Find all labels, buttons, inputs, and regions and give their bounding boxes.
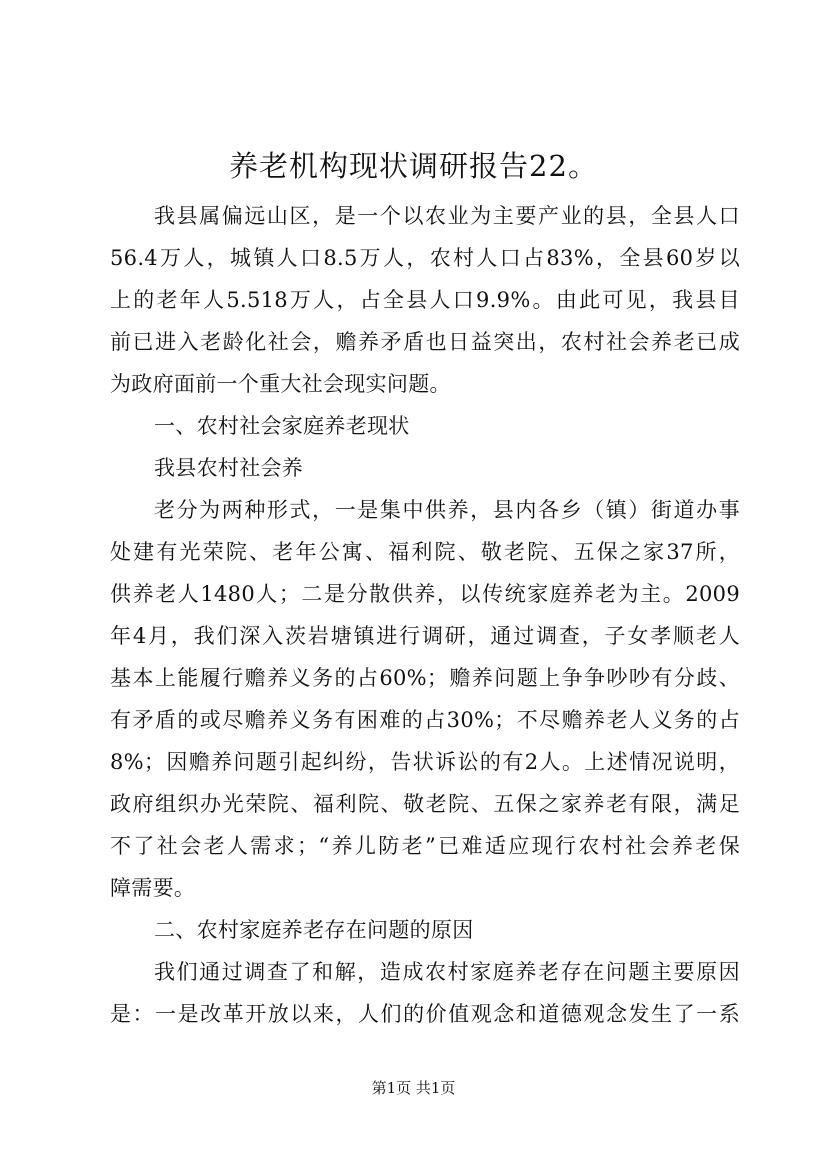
page-footer: 第1页 共1页: [371, 1079, 456, 1097]
text-line: 上的老年人5.518万人，占全县人口9.9%。由此可见，我县目: [110, 288, 740, 312]
document-title: 养老机构现状调研报告22。: [229, 149, 598, 183]
text-line: 我们通过调查了和解，造成农村家庭养老存在问题主要原因: [154, 960, 740, 984]
text-line: 有矛盾的或尽赡养义务有困难的占30%；不尽赡养老人义务的占: [110, 708, 740, 732]
text-line: 不了社会老人需求；“养儿防老”已难适应现行农村社会养老保: [110, 834, 740, 858]
text-line: 是：一是改革开放以来，人们的价值观念和道德观念发生了一系: [110, 1002, 740, 1026]
text-line: 我县农村社会养: [154, 456, 304, 480]
text-line: 56.4万人，城镇人口8.5万人，农村人口占83%，全县60岁以: [110, 246, 740, 270]
text-line: 年4月，我们深入茨岩塘镇进行调研，通过调查，子女孝顺老人: [110, 624, 740, 648]
text-line: 我县属偏远山区，是一个以农业为主要产业的县，全县人口: [154, 204, 740, 228]
text-line: 政府组织办光荣院、福利院、敬老院、五保之家养老有限，满足: [110, 792, 740, 816]
text-line: 8%；因赡养问题引起纠纷，告状诉讼的有2人。上述情况说明，: [110, 750, 740, 774]
text-line: 二、农村家庭养老存在问题的原因: [154, 918, 474, 942]
text-line: 供养老人1480人；二是分散供养，以传统家庭养老为主。2009: [110, 582, 740, 606]
text-line: 基本上能履行赡养义务的占60%；赡养问题上争争吵吵有分歧、: [110, 666, 740, 690]
text-line: 老分为两种形式，一是集中供养，县内各乡（镇）街道办事: [154, 498, 740, 522]
text-line: 前已进入老龄化社会，赡养矛盾也日益突出，农村社会养老已成: [110, 330, 740, 354]
document-body: [110, 195, 740, 1035]
text-line: 障需要。: [110, 876, 196, 900]
text-line: 为政府面前一个重大社会现实问题。: [110, 372, 451, 396]
text-line: 一、农村社会家庭养老现状: [154, 414, 410, 438]
text-line: 处建有光荣院、老年公寓、福利院、敬老院、五保之家37所，: [110, 540, 740, 564]
